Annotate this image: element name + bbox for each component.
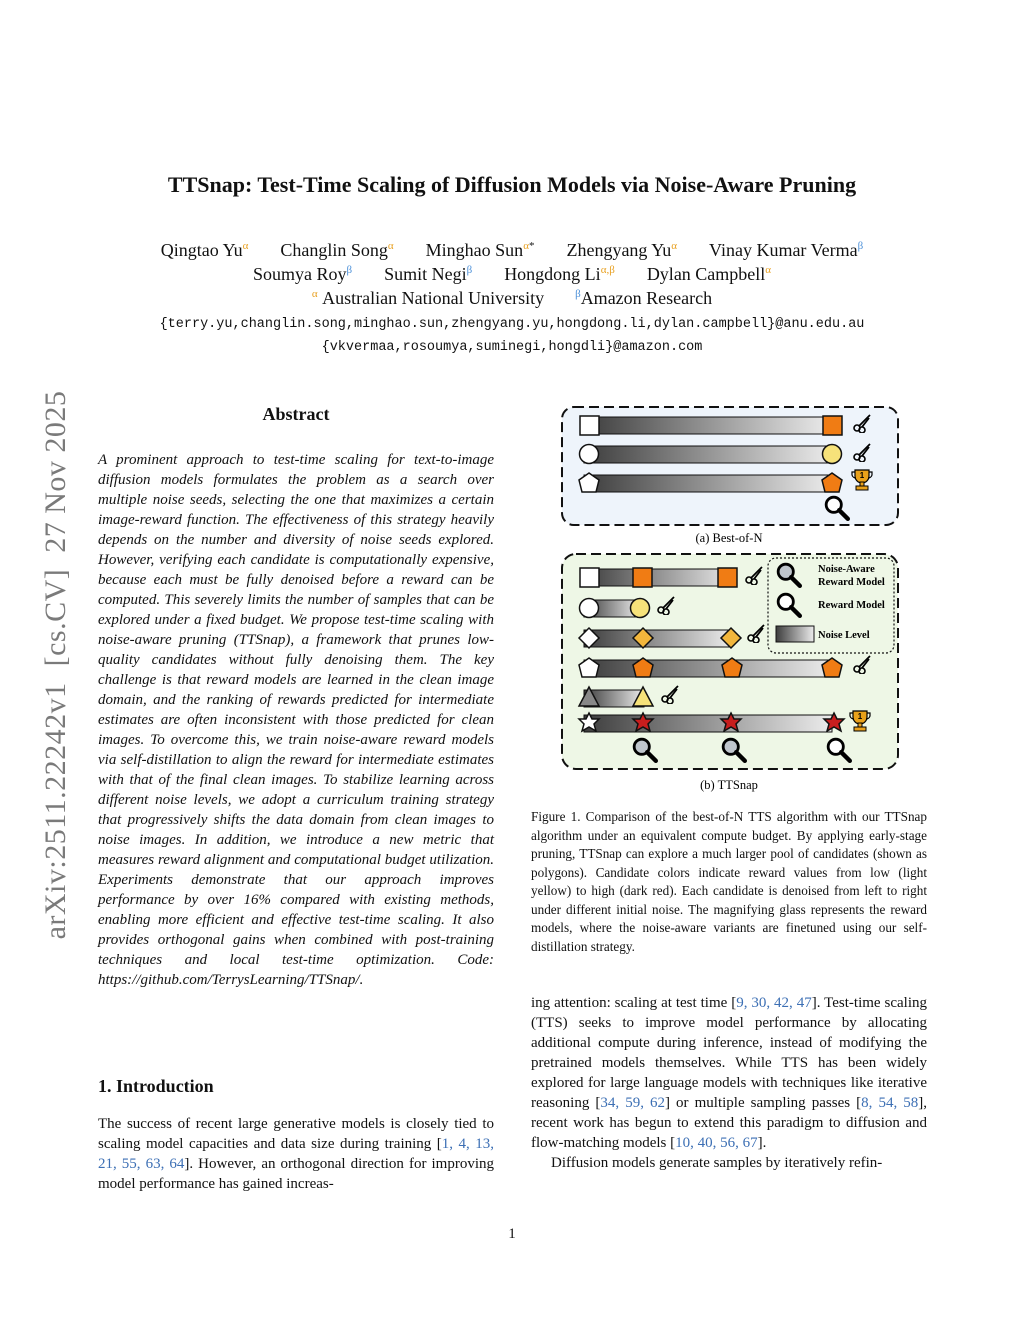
intro-paragraph: The success of recent large generative models is closely tied to scaling model capacities and data size during training [1, 4, 13, 21, 55, 63, 64]. However, an orthogonal direction for improving model performance has gained increas- — [98, 1116, 495, 1192]
email-line-1: {terry.yu,changlin.song,minghao.sun,zhengyang.yu,hongdong.li,dylan.campbell}@anu.edu.au — [159, 317, 865, 332]
author-name: Hongdong $Li^{\alpha,\beta}$ — [504, 264, 615, 284]
affil-alpha: Australian National University — [322, 288, 545, 308]
authors-line-2 — [0, 264, 1024, 285]
candidate-circle — [580, 599, 599, 618]
candidate-square — [580, 416, 599, 435]
citation-link[interactable]: 8, 54, 58 — [861, 1095, 919, 1111]
citation-link[interactable]: 34, 59, 62 — [600, 1095, 665, 1111]
svg-text:Reward Model: Reward Model — [818, 577, 885, 588]
figure-1 — [556, 404, 902, 792]
panel-best-of-n — [562, 407, 898, 525]
subcaption-b: (b) TTSnap — [700, 778, 758, 792]
author-name: Dylan Campbell$^\alpha$ — [646, 264, 772, 284]
figure-legend — [768, 558, 894, 653]
author-name: Vinay Kumar Verma$^\beta$ — [709, 240, 864, 260]
citation-link[interactable]: 1, 4, 13, 21, 55, 63, 64 — [98, 1136, 495, 1172]
intro-heading: 1. Introduction — [98, 1076, 214, 1096]
noise-level-bar — [776, 626, 814, 642]
authors-line-1 — [0, 240, 1024, 261]
figure-caption: Figure 1. Comparison of the best-of-N TTS algorithm with our TTSnap algorithm under an equivalent compute budget. By applying early-stage pruning, TTSnap can explore a much larger pool of candidates (shown as polygons). Candidate colors indicate reward values from low (light yellow) to high (dark red). Each candidate is denoised from left to right under different initial noise. The magnifying glass represents the reward models, where the noise-aware variants are finetuned using our self-distillation strategy. — [531, 809, 927, 954]
candidate-circle-end — [823, 445, 842, 464]
affil-beta: Amazon Research — [580, 288, 713, 308]
intro-continued: ing attention: scaling at test time [9, 30, 42, 47]. Test-time scaling (TTS) seeks to improve model performance by allocating additional compute during inference, instead of modifying the pretrained models themselves. While TTS has been widely explored for large language models with techniques like iterative reasoning [34, 59, 62] or multiple sampling passes [8, 54, 58], recent work has begun to extend this paradigm to diffusion and flow-matching models [10, 40, 56, 67]. — [531, 995, 928, 1151]
author-name: Minghao Sun$^{\alpha*}$ — [425, 240, 535, 260]
author-name: Sumit Negi$^\beta$ — [384, 264, 473, 284]
candidate-square — [633, 568, 652, 587]
author-name: Soumya Roy$^\beta$ — [252, 264, 353, 284]
candidate-square — [718, 568, 737, 587]
abstract-text: A prominent approach to test-time scaling for text-to-image diffusion models formulates the problem as a search over multiple noise seeds, selecting the one that maximizes a certain image-reward function. The effectiveness of this strategy heavily depends on the number and diversity of noise seeds explored. However, verifying each candidate is computationally expensive, because each must be fully denoised before a reward can be computed. This severely limits the number of samples that can be explored under a fixed budget. We propose test-time scaling with noise-aware pruning (TTSnap), a framework that prunes low-quality candidates without fully denoising them. The key challenge is that reward models are learned in the clean image domain, and the ranking of rewards predicted for intermediate estimates are often inconsistent with those predicted for clean images. To overcome this, we train noise-aware reward models via self-distillation to align the reward for intermediate estimates with that of the final clean images. To stabilize learning across different noise levels, we adopt a curriculum training strategy that progressively shifts the data domain from clean images to noise images. In addition, we introduce a new metric that measures reward alignment and computational budget utilization. Experiments demonstrate that our approach improves performance by over 16% compared with existing methods, enabling more efficient and effective test-time scaling. It also provides orthogonal gains when combined with post-training techniques and local test-time optimization. Code: https://github.com/TerrysLearning/TTSnap/. — [98, 452, 494, 988]
author-name: Qingtao $Yu^\alpha$ — [160, 240, 249, 260]
arxiv-id: arXiv:2511.22242v1 [cs.CV] 27 Nov 2025 — [39, 390, 72, 940]
page-number: 1 — [508, 1226, 516, 1242]
candidate-circle — [580, 445, 599, 464]
abstract-heading: Abstract — [262, 404, 330, 424]
legend-noise-aware: Noise-Aware — [818, 564, 875, 575]
citation-link[interactable]: 9, 30, 42, 47 — [736, 995, 812, 1011]
author-name: Zhengyang $Yu^\alpha$ — [566, 240, 678, 260]
candidate-square-end — [823, 416, 842, 435]
author-name: Changlin Song$^\alpha$ — [280, 240, 394, 260]
affiliations — [0, 288, 1024, 309]
subcaption-a: (a) Best-of-N — [695, 531, 763, 545]
candidate-square — [580, 568, 599, 587]
affil-beta-marker: β — [575, 288, 581, 300]
paragraph-2: Diffusion models generate samples by iteratively refin- — [551, 1155, 883, 1171]
right-column-text — [531, 993, 927, 1173]
citation-link[interactable]: 10, 40, 56, 67 — [675, 1135, 758, 1151]
paper-title: TTSnap: Test-Time Scaling of Diffusion Models via Noise-Aware Pruning — [167, 172, 857, 197]
legend-noise: Noise Level — [818, 630, 870, 641]
candidate-circle — [631, 599, 650, 618]
arxiv-sidebar — [36, 370, 76, 960]
legend-reward: Reward Model — [818, 600, 885, 611]
panel-ttsnap — [562, 554, 898, 769]
email-line-2: {vkvermaa,rosoumya,suminegi,hongdli}@amazon.com — [321, 340, 703, 355]
affil-alpha-marker: α — [311, 288, 318, 300]
